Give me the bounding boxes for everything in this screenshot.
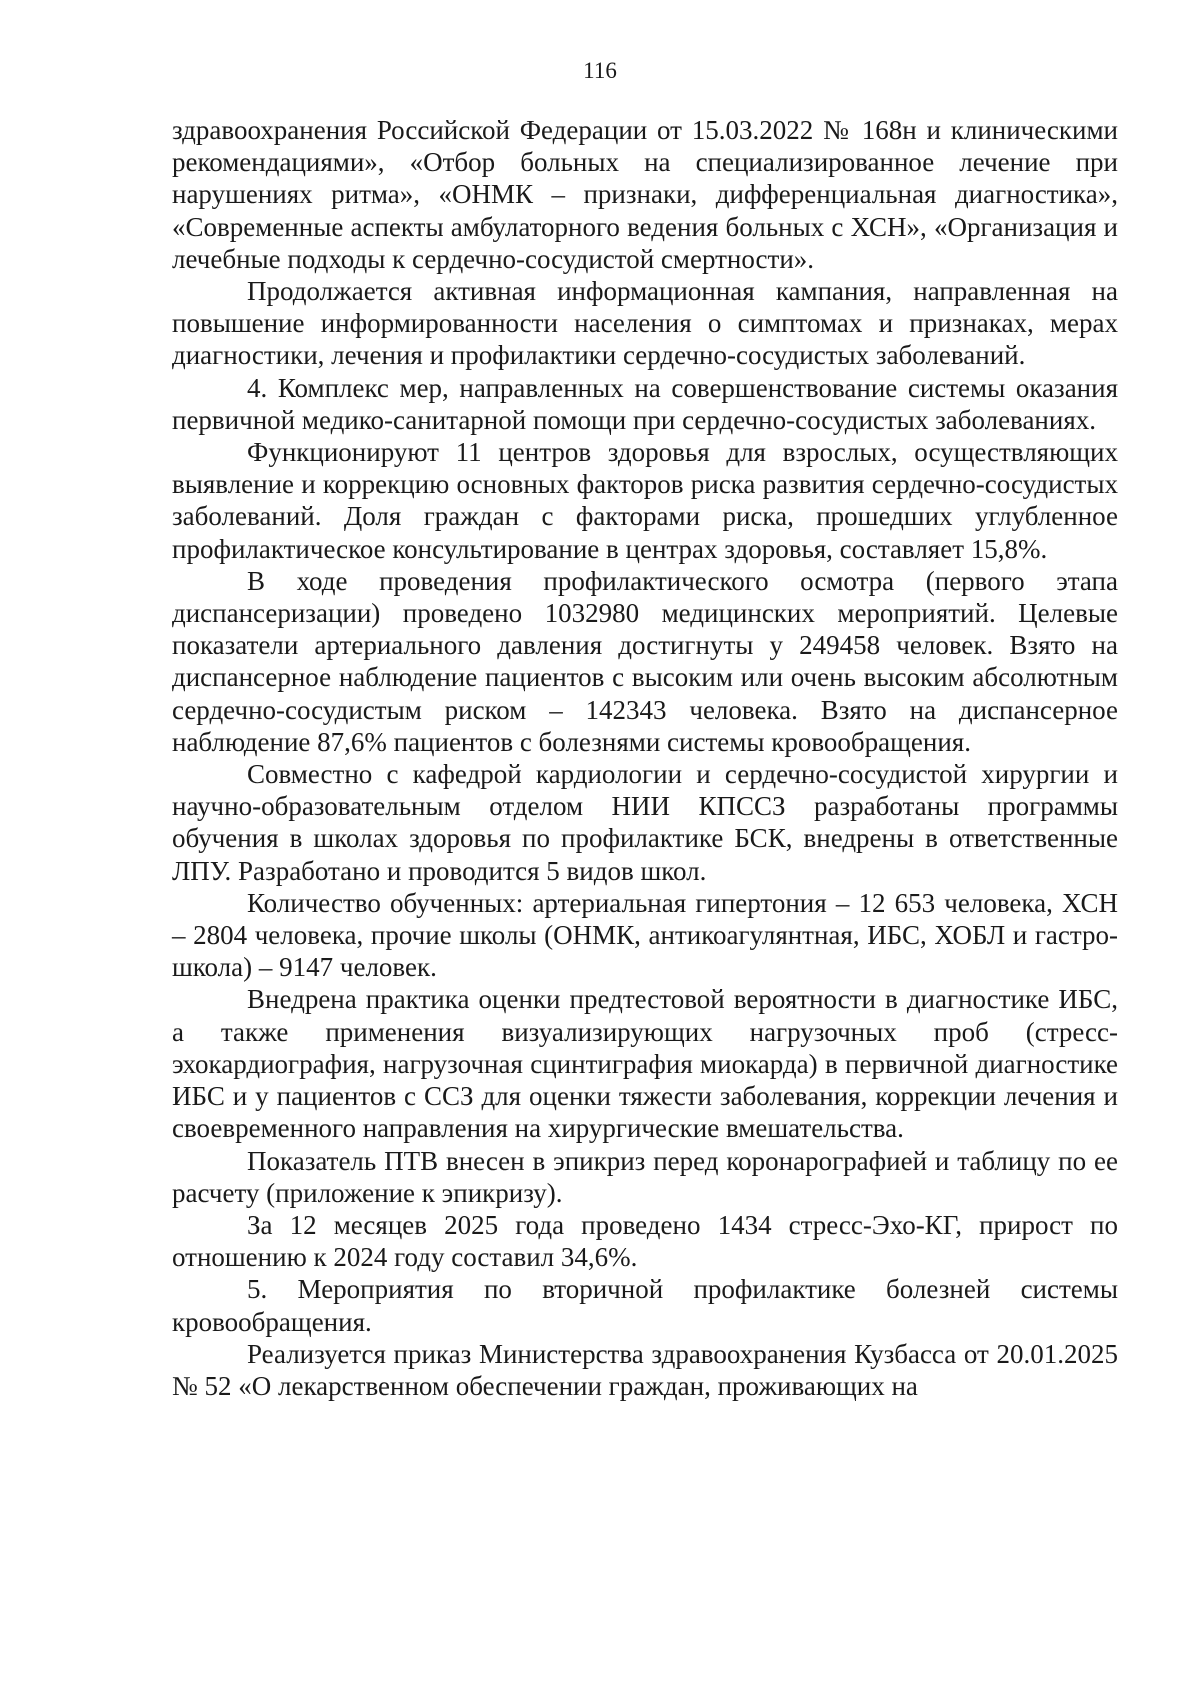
paragraph: Функционируют 11 центров здоровья для взрослых, осуществляющих выявление и коррекцию основных факторов риска развития сердечно-сосудистых заболеваний. Доля граждан с факторами риска, прошедших углубленное профилактическое консультирование в центрах здоровья, составляет 15,8%. (172, 437, 1118, 564)
paragraph: Совместно с кафедрой кардиологии и сердечно-сосудистой хирургии и научно-образовательным отделом НИИ КПССЗ разработаны программы обучения в школах здоровья по профилактике БСК, внедрены в ответственные ЛПУ. Разработано и проводится 5 видов школ. (172, 759, 1118, 886)
page-number: 116 (583, 58, 617, 83)
paragraph: В ходе проведения профилактического осмотра (первого этапа диспансеризации) проведено 1032980 медицинских мероприятий. Целевые показатели артериального давления достигнуты у 249458 человек. Взято на диспансерное наблюдение пациентов с высоким или очень высоким абсолютным сердечно-сосудистым риском – 142343 человека. Взято на диспансерное наблюдение 87,6% пациентов с болезнями системы кровообращения. (172, 565, 1118, 757)
paragraph: Реализуется приказ Министерства здравоохранения Кузбасса от 20.01.2025 № 52 «О лекарственном обеспечении граждан, проживающих на (172, 1338, 1118, 1401)
paragraph: Показатель ПТВ внесен в эпикриз перед коронарографией и таблицу по ее расчету (приложение к эпикризу). (172, 1145, 1118, 1208)
paragraph: 4. Комплекс мер, направленных на совершенствование системы оказания первичной медико-санитарной помощи при сердечно-сосудистых заболеваниях. (172, 372, 1118, 435)
paragraph: За 12 месяцев 2025 года проведено 1434 стресс-Эхо-КГ, прирост по отношению к 2024 году составил 34,6%. (172, 1209, 1118, 1273)
paragraph: здравоохранения Российской Федерации от 15.03.2022 № 168н и клиническими рекомендациями», «Отбор больных на специализированное лечение при нарушениях ритма», «ОНМК – признаки, дифференциальная диагностика», «Современные аспекты амбулаторного ведения больных с ХСН», «Организация и лечебные подходы к сердечно-сосудистой смертности». (172, 115, 1118, 274)
paragraph: Количество обученных: артериальная гипертония – 12 653 человека, ХСН – 2804 человека, прочие школы (ОНМК, антикоагулянтная, ИБС, ХОБЛ и гастро-школа) – 9147 человек. (172, 887, 1118, 983)
paragraph: 5. Мероприятия по вторичной профилактике болезней системы кровообращения. (172, 1274, 1118, 1337)
document-body (172, 114, 1118, 1402)
paragraph: Внедрена практика оценки предтестовой вероятности в диагностике ИБС, а также применения визуализирующих нагрузочных проб (стресс-эхокардиография, нагрузочная сцинтиграфия миокарда) в первичной диагностике ИБС и у пациентов с ССЗ для оценки тяжести заболевания, коррекции лечения и своевременного направления на хирургические вмешательства. (172, 984, 1118, 1144)
paragraph: Продолжается активная информационная кампания, направленная на повышение информированности населения о симптомах и признаках, мерах диагностики, лечения и профилактики сердечно-сосудистых заболеваний. (172, 276, 1118, 371)
